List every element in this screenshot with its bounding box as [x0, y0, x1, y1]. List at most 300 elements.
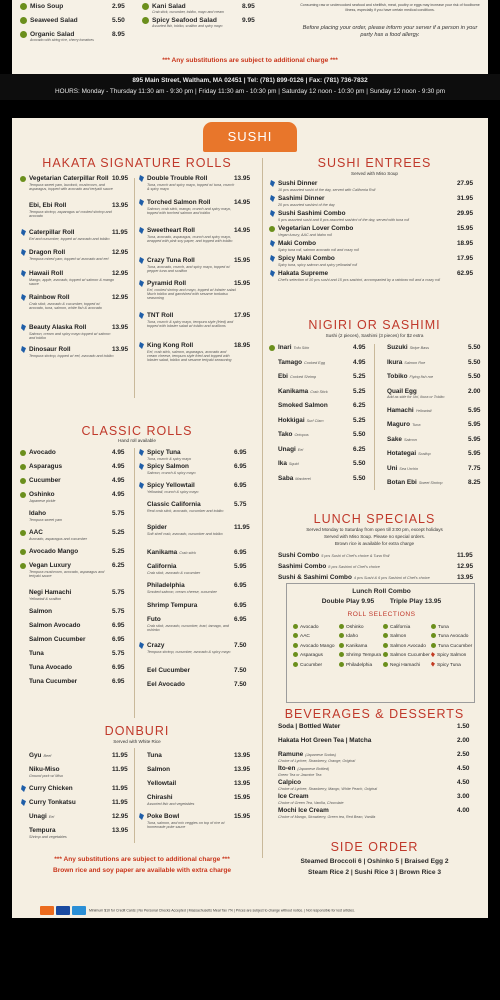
item-price: 5.25 [353, 416, 366, 424]
item-price: 27.95 [457, 180, 473, 187]
item-price: 17.95 [234, 312, 250, 319]
item-name: Spicy Maki Combo [278, 255, 335, 262]
roll-selection-item [431, 624, 472, 633]
roll-selection-item [293, 652, 335, 661]
roll-selection-label: Philadelphia [346, 662, 373, 668]
item-description: Choice of Lychee, Strawberry, Mango, White Peach, Original [278, 786, 378, 791]
roll-selection-item [383, 652, 430, 661]
item-description: Soft shell crab, avocado, cucumber and tobiko [147, 531, 223, 536]
roll-selection-item [339, 624, 381, 633]
item-price: 4.50 [457, 779, 470, 786]
item-name: Hakata Hot Green Tea | Matcha [278, 737, 372, 744]
item-description: Eel, cooked shrimp and mayo, topped w/ lobster salad. Much tobiko and garnished with sesame tonkatsu seasoning [147, 287, 237, 301]
item-name: Salmon [29, 608, 53, 615]
top-menu-item [142, 2, 267, 16]
item-price: 13.95 [234, 752, 250, 759]
hakata-title: HAKATA SIGNATURE ROLLS [42, 156, 232, 170]
item-price: 5.50 [468, 373, 481, 380]
item-name: Rainbow Roll [29, 294, 70, 301]
roll-selection-label: Shrimp Tempura [346, 653, 382, 659]
roll-selection-item [293, 662, 335, 671]
column-divider [134, 178, 135, 398]
item-description: Smoked salmon, cream cheese, cucumber [147, 589, 217, 594]
item-name: Soda | Bottled Water [278, 723, 341, 730]
item-note: Cooked Shrimp [289, 375, 317, 379]
item-price: 5.95 [468, 421, 481, 428]
item-name: Unagi Eel [278, 445, 304, 453]
item-name: Hamachi Yellowtail [387, 406, 432, 414]
item-name: Crazy Tuna Roll [147, 257, 195, 264]
item-name: AAC [29, 529, 43, 536]
roll-selection-label: Asparagus [300, 653, 323, 659]
mastercard-icon [40, 906, 54, 915]
item-name: Ito-en (Japanese Bottled) [278, 765, 330, 772]
item-name: Mochi Ice Cream [278, 807, 329, 814]
allergy-request: Before placing your order, please inform your server if a person in your party has a food allergy. [302, 25, 478, 39]
item-description: Eel and cucumber, topped w/ avocado and tobiko [29, 236, 110, 241]
item-price: 6.95 [112, 678, 125, 685]
spicy-icon [270, 255, 275, 262]
nigiri-subtitle: Sushi (2 pieces), Sashimi (3 pieces) for $2 extra [325, 333, 424, 338]
allergy-notice: Consuming raw or undercooked seafood and shellfish, meat, poultry or eggs may increase your risk of foodborne illness, especially if you have certain medical conditions. [300, 3, 480, 13]
item-description: Avocado, asparagus and cucumber [29, 536, 87, 541]
item-name: Shrimp Tempura [147, 602, 198, 609]
item-price: 5.25 [112, 548, 125, 555]
roll-selections-title: ROLL SELECTIONS [347, 611, 416, 618]
roll-selection-label: Cucumber [300, 662, 323, 668]
double-play-price: Double Play 9.95 [321, 598, 375, 605]
item-name: Calpico [278, 779, 302, 786]
roll-selection-label: Idaho [346, 634, 359, 640]
top-menu-item [20, 30, 132, 44]
item-price: 15.95 [457, 225, 473, 232]
spicy-icon [270, 180, 275, 187]
item-name: Ika Squid [278, 460, 299, 467]
roll-selection-label: AAC [300, 634, 310, 640]
vegetarian-icon [431, 633, 436, 638]
item-name: Avocado [29, 449, 56, 456]
item-note: Stripe Bass [409, 346, 430, 350]
item-price: 12.95 [112, 270, 128, 277]
item-note: Salmon [403, 437, 417, 442]
item-price: 4.95 [112, 491, 125, 498]
item-name: Sushi Dinner [278, 180, 318, 187]
item-name: California [147, 563, 177, 570]
item-description: 10 pcs assorted sushi of the day, served with California Roll [278, 187, 376, 192]
vegetarian-icon [20, 530, 26, 536]
spicy-icon [21, 249, 26, 256]
item-name: Futo [147, 616, 161, 623]
item-description: Tuna, avocado, asparagus, crunch and spicy mayo, wrapped with pink soy paper, and topped with tobiko [147, 234, 233, 243]
item-price: 2.00 [468, 387, 481, 395]
roll-selection-label: Salmon Cucumber [390, 653, 430, 659]
amex-icon [72, 906, 86, 915]
vegetarian-icon [383, 643, 388, 648]
item-price: 9.95 [242, 17, 255, 24]
item-name: Asparagus [29, 463, 63, 470]
item-name: Hokkigai Surf Clam [278, 416, 324, 424]
item-note: Mackerel [295, 476, 311, 481]
top-middle-column [142, 2, 267, 30]
roll-selection-item [339, 643, 381, 652]
triple-play-price: Triple Play 13.95 [389, 598, 442, 605]
column-divider [134, 448, 135, 718]
column-divider [374, 344, 375, 490]
item-price: 5.50 [112, 17, 125, 24]
roll-selection-item [431, 662, 472, 671]
item-name: Classic California [147, 501, 201, 508]
item-description: Vegan luxury, AAC and Idaho roll [278, 232, 332, 237]
item-description: Salmon, cream and spicy mayo topped w/ salmon and tobiko [29, 331, 111, 340]
item-description: Tempura sweet yam, burdock, mushroom, and asparagus, topped with avocado and teriyaki sauce [29, 182, 113, 191]
item-name: Miso Soup [30, 3, 64, 10]
item-note: Scallop [418, 452, 431, 456]
item-name: Eel Avocado [147, 681, 185, 688]
beverages-title: BEVERAGES & DESSERTS [284, 707, 465, 721]
spicy-icon [139, 463, 144, 470]
item-price: 5.75 [112, 650, 125, 657]
item-price: 14.95 [234, 227, 250, 234]
vegetarian-icon [383, 652, 388, 657]
item-price: 8.95 [242, 3, 255, 10]
item-name: Hotategai Scallop [387, 450, 431, 457]
item-name: Crazy [147, 642, 165, 649]
item-price: 5.75 [234, 501, 247, 508]
spicy-icon [21, 270, 26, 277]
side-order-row-1: Steamed Broccoli 6 | Oshinko 5 | Braised Egg 2 [300, 858, 449, 865]
item-price: 13.95 [234, 766, 250, 773]
item-description: Tempura shrimp, asparagus w/ cooked shrimp and avocado [29, 209, 112, 218]
item-name: Tuna Cucumber [29, 678, 78, 685]
item-price: 5.95 [468, 406, 481, 414]
spicy-icon [139, 342, 144, 349]
address-bar [0, 74, 500, 100]
sushi-entrees-subtitle: Served with Miso Soup [351, 171, 398, 176]
vegetarian-icon [20, 464, 26, 470]
page-divider [262, 158, 263, 858]
item-name: Spicy Seafood Salad [152, 17, 217, 24]
item-name: Philadelphia [147, 582, 185, 589]
item-price: 13.95 [112, 202, 128, 209]
item-description: Assorted fish, tobiko, scallion and spicy mayo [152, 24, 223, 28]
item-description: Choice of Lychee, Strawberry, Orange, Original [278, 758, 356, 763]
spicy-icon [139, 449, 144, 456]
item-note: (Japanese Sodas) [305, 753, 337, 757]
footer-text: Minimum $10 for Credit Cards | No Personal Checks Accepted | Massachusetts Meal Tax 7% | Prices are subject to change without notice. | Not responsible for lost articles. [88, 908, 355, 913]
item-name: Caterpillar Roll [29, 229, 75, 236]
item-note: 4 pcs Sushi & 6 pcs Sashimi of Chef's choice [353, 576, 430, 580]
item-name: Vegetarian Lover Combo [278, 225, 354, 232]
item-name: Yellowtail [147, 780, 177, 787]
item-name: Kanikama Crab Stick [278, 387, 328, 395]
item-name: Spicy Yellowtail [147, 482, 195, 489]
item-price: 5.95 [468, 450, 481, 457]
item-price: 6.95 [112, 664, 125, 671]
item-name: Sake Salmon [387, 435, 417, 443]
vegetarian-icon [383, 633, 388, 638]
item-name: Double Trouble Roll [147, 175, 208, 182]
item-name: Ikura Salmon Roe [387, 358, 426, 366]
roll-selection-label: Oshinko [346, 625, 364, 630]
payment-footer [40, 906, 480, 915]
spicy-icon [21, 294, 26, 301]
item-description: Assorted fish and vegetables [147, 801, 195, 806]
item-price: 11.95 [112, 229, 128, 236]
item-price: 4.95 [112, 449, 125, 456]
roll-selection-col-1 [293, 624, 335, 671]
item-description: Crab stick, avocado & cucumber, topped w/ avocado, tuna, salmon, white fish & avocado [29, 301, 102, 310]
item-price: 7.50 [234, 681, 247, 688]
item-description: Crab stick, avocado & cucumber [147, 570, 201, 575]
item-name: Ice Cream [278, 793, 309, 800]
item-price: 6.95 [234, 549, 247, 556]
item-price: 6.95 [112, 636, 125, 643]
item-description: Real crab stick, avocado, cucumber and tobiko [147, 508, 224, 513]
spicy-icon [139, 199, 144, 206]
item-note: Tofu Skin [293, 346, 310, 350]
item-price: 11.95 [112, 752, 128, 759]
roll-selection-label: Spicy Salmon [437, 653, 467, 659]
classic-title: CLASSIC ROLLS [81, 424, 193, 438]
roll-selection-label: Salmon [390, 634, 407, 640]
roll-selection-label: Negi Hamachi [390, 662, 421, 668]
roll-selection-label: California [390, 625, 411, 630]
classic-subtitle: Hand roll available [118, 438, 156, 443]
vegetarian-icon [20, 17, 27, 24]
vegetarian-icon [142, 17, 149, 24]
item-price: 13.95 [112, 827, 128, 834]
item-name: Inari Tofu Skin [278, 344, 310, 351]
roll-selection-box [286, 583, 475, 703]
vegetarian-icon [20, 3, 27, 10]
item-name: Quail Egg [387, 387, 417, 395]
item-note: Cooked Egg [304, 360, 325, 365]
item-note: Squid [288, 462, 299, 466]
item-price: 17.95 [457, 255, 473, 262]
vegetarian-icon [20, 492, 26, 498]
item-name: Kanikama Crab stick [147, 549, 197, 556]
item-description: Tempura mushroom, avocado, asparagus and teriyaki sauce [29, 569, 105, 578]
spicy-icon [21, 785, 26, 792]
item-name: Sushi Combo 5 pcs Sushi of Chef's choice & Tuna Roll [278, 552, 390, 559]
nigiri-title: NIGIRI OR SASHIMI [308, 318, 441, 332]
vegetarian-icon [383, 662, 388, 667]
visa-icon [56, 906, 70, 915]
spicy-icon [270, 195, 275, 202]
item-price: 7.50 [234, 642, 247, 649]
item-name: Tempura [29, 827, 56, 834]
item-description: Tempura sweet yam [29, 517, 63, 522]
item-description: Eel, crab stick, salmon, asparagus, avocado and cream cheese, tempura style fried and topped with lobster salad, tobiko and sesame teriyaki seasoning [147, 349, 232, 363]
item-price: 15.95 [234, 280, 250, 287]
item-price: 12.95 [112, 294, 128, 301]
item-name: Ebi, Ebi Roll [29, 202, 67, 209]
item-name: Curry Tonkatsu [29, 799, 76, 806]
item-price: 31.95 [457, 195, 473, 202]
item-name: Cucumber [29, 477, 61, 484]
item-name: King Kong Roll [147, 342, 194, 349]
sushi-tab: SUSHI [203, 122, 297, 152]
roll-selection-item [431, 643, 472, 652]
item-description: Tuna, crunch & spicy mayo, tempura style (fried) and topped with lobster salad w/ tobiko and scallions [147, 319, 234, 328]
item-name: Vegan Luxury [29, 562, 71, 569]
item-description: Japanese pickle [29, 498, 56, 503]
item-price: 29.95 [457, 210, 473, 217]
item-price: 5.50 [353, 474, 366, 482]
item-name: Spicy Salmon [147, 463, 189, 470]
item-price: 5.95 [468, 435, 481, 443]
vegetarian-icon [293, 662, 298, 667]
item-name: Eel Cucumber [147, 667, 190, 674]
item-name: Organic Salad [30, 31, 75, 38]
item-description: Choice of Green Tea, Vanilla, Chocolate [278, 800, 344, 805]
roll-selection-item [293, 633, 335, 642]
item-price: 5.50 [353, 431, 366, 438]
vegetarian-icon [269, 226, 275, 232]
item-price: 6.95 [112, 622, 125, 629]
item-note: Crab Stick [310, 389, 328, 394]
item-name: Spicy Tuna [147, 449, 181, 456]
item-name: Gyu Beef [29, 752, 52, 759]
roll-selection-item [431, 633, 472, 642]
item-name: Sushi Sashimi Combo [278, 210, 346, 217]
column-divider [134, 748, 135, 843]
roll-selection-label: Tuna Cucumber [438, 643, 473, 649]
vegetarian-icon [339, 643, 344, 648]
item-price: 4.50 [457, 765, 470, 772]
item-price: 6.95 [234, 482, 247, 489]
brown-rice-footer: Brown rice and soy paper are available with extra charge [52, 867, 232, 874]
item-note: Sea Urchin [399, 466, 419, 471]
item-price: 15.95 [234, 257, 250, 264]
top-menu-sheet [12, 0, 488, 74]
spicy-icon [21, 229, 26, 236]
vegetarian-icon [431, 643, 436, 648]
roll-selection-label: Salmon Avocado [390, 643, 426, 649]
item-description: Tempura mixed yam, topped w/ avocado and eel [29, 256, 109, 261]
spicy-icon [270, 210, 275, 217]
item-price: 18.95 [234, 342, 250, 349]
item-price: 11.95 [112, 799, 128, 806]
top-menu-item [142, 16, 267, 30]
item-name: Unagi Eel [29, 813, 55, 820]
item-price: 4.95 [353, 358, 366, 366]
item-name: Curry Chicken [29, 785, 73, 792]
vegetarian-icon [269, 345, 275, 351]
item-price: 5.25 [353, 373, 366, 380]
item-name: Pyramid Roll [147, 280, 187, 287]
item-price: 4.95 [112, 463, 125, 470]
vegetarian-icon [339, 624, 344, 629]
item-price: 1.50 [457, 723, 470, 730]
item-name: Beauty Alaska Roll [29, 324, 87, 331]
item-name: Tuna [29, 650, 44, 657]
vegetarian-icon [142, 3, 149, 10]
item-name: Maguro Tuna [387, 421, 421, 428]
roll-selection-col-4 [431, 624, 472, 671]
item-price: 5.75 [112, 510, 125, 517]
item-price: 11.95 [234, 524, 250, 531]
item-price: 11.95 [112, 766, 128, 773]
vegetarian-icon [20, 563, 26, 569]
item-price: 13.95 [234, 175, 250, 182]
roll-selection-col-2 [339, 624, 381, 671]
spicy-icon [139, 175, 144, 182]
spicy-icon [21, 324, 26, 331]
item-price: 10.95 [112, 175, 128, 182]
item-name: Uni Sea Urchin [387, 464, 419, 472]
item-note: Tuna [412, 423, 421, 427]
roll-selection-item [383, 662, 430, 671]
item-description: Salmon, crunch & spicy mayo [147, 470, 196, 475]
spicy-icon [139, 280, 144, 287]
roll-selection-label: Tuna [438, 625, 449, 630]
spicy-icon [21, 346, 26, 353]
item-note: 5 pcs Sushi of Chef's choice & Tuna Roll [321, 554, 390, 558]
roll-selection-label: Spicy Tuna [437, 662, 461, 668]
item-price: 6.95 [234, 449, 247, 456]
item-price: 12.95 [112, 813, 128, 820]
item-description: Crab stick, cucumber, tobiko, mayo and cream [152, 10, 224, 14]
item-price: 6.25 [112, 562, 125, 569]
roll-selection-item [431, 652, 472, 661]
vegetarian-icon [339, 652, 344, 657]
roll-combo-title: Lunch Roll Combo [352, 588, 411, 595]
item-price: 4.95 [353, 344, 366, 351]
roll-selection-label: Avocado [300, 625, 319, 630]
item-name: Sashimi Combo 8 pcs Sashimi of Chef's choice [278, 563, 380, 570]
item-description: Spicy tuna, spicy salmon and spicy yellowtail roll [278, 262, 358, 267]
item-description: Green Tea or Jasmine Tea [278, 772, 322, 777]
item-price: 5.25 [112, 529, 125, 536]
item-description: Choice of Mango, Strawberry, Green tea, Red Bean, Vanilla [278, 814, 376, 819]
vegetarian-icon [20, 176, 26, 182]
donburi-subtitle: Served with White Rice [113, 739, 161, 744]
item-description: Spicy tuna roll, salmon avocado roll and crazy roll [278, 247, 359, 252]
item-price: 7.75 [468, 464, 481, 472]
item-name: Torched Salmon Roll [147, 199, 211, 206]
item-name: Spider [147, 524, 167, 531]
item-note: Octopus [294, 433, 309, 437]
item-price: 6.95 [234, 616, 247, 623]
item-name: Sashimi Dinner [278, 195, 325, 202]
spicy-icon [139, 642, 144, 649]
item-description: Shrimp and vegetables [29, 834, 67, 839]
item-description: Chef's selection of 10 pcs sushi and 15 pcs sashimi, accompanied by a rainbow roll and a crazy roll [278, 277, 441, 282]
item-name: Suzuki Stripe Bass [387, 344, 430, 351]
item-name: Hakata Supreme [278, 270, 329, 277]
roll-selection-item [339, 633, 381, 642]
item-description: Tempura shrimp, cucumber, avocado & spicy mayo [147, 649, 231, 654]
item-description: Tuna, crunch and spicy mayo, topped w/ tuna, crunch & spicy mayo [147, 182, 235, 191]
spicy-icon [270, 240, 275, 247]
spicy-icon [21, 799, 26, 806]
item-name: Poke Bowl [147, 813, 180, 820]
item-note: Flying fish roe [409, 375, 434, 379]
item-price: 13.95 [457, 574, 473, 581]
item-price: 5.75 [112, 608, 125, 615]
item-description: 20 pcs assorted sashimi of the day [278, 202, 335, 207]
item-name: Oshinko [29, 491, 55, 498]
item-price: 8.95 [112, 31, 125, 38]
item-price: 11.95 [457, 552, 473, 559]
spicy-icon [139, 227, 144, 234]
item-description: Mango, apple, avocado, topped w/ salmon & mango sauce [29, 277, 115, 286]
item-description: Yellowtail & scallion [29, 596, 62, 601]
spicy-icon [139, 813, 144, 820]
item-name: Sweetheart Roll [147, 227, 195, 234]
item-price: 12.95 [112, 249, 128, 256]
